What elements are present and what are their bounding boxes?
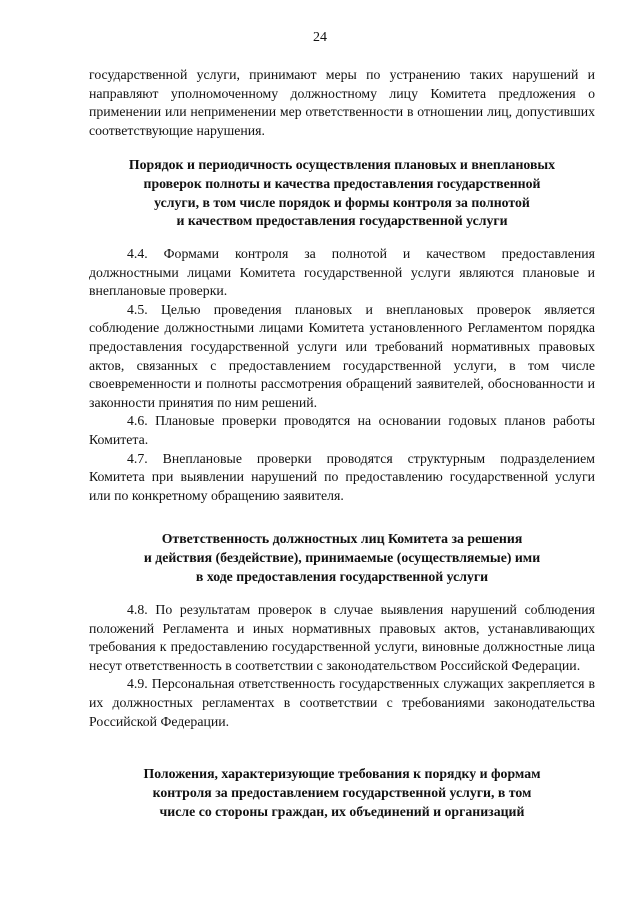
heading-line: в ходе предоставления государственной услуги <box>195 568 489 584</box>
heading-line: Ответственность должностных лиц Комитета за решения <box>161 531 523 546</box>
paragraph-4-9: 4.9. Персональная ответственность государственных служащих закрепляется в их должностных регламентах в соответствии с требованиями законодательства Российской Федерации. <box>89 676 595 729</box>
heading-line: контроля за предоставлением государственной услуги, в том <box>152 784 532 800</box>
heading-line: Положения, характеризующие требования к порядку и формам <box>143 766 541 781</box>
page-number: 24 <box>313 30 327 45</box>
heading-line: и действия (бездействие), принимаемые (осуществляемые) ими <box>143 549 541 565</box>
paragraph-4-4: 4.4. Формами контроля за полнотой и качеством предоставления должностными лицами Комитета государственной услуги являются плановые и внеплановые проверки. <box>89 246 595 299</box>
heading-line: Порядок и периодичность осуществления плановых и внеплановых <box>128 157 556 172</box>
heading-line: услуги, в том числе порядок и формы контроля за полнотой <box>154 194 530 210</box>
heading-line: и качеством предоставления государственной услуги <box>176 213 508 229</box>
heading-line: числе со стороны граждан, их объединений и организаций <box>159 803 525 819</box>
heading-line: проверок полноты и качества предоставления государственной <box>143 175 541 191</box>
section-body-responsibility <box>89 601 595 731</box>
paragraph-4-5: 4.5. Целью проведения плановых и внеплановых проверок является соблюдение должностными лицами Комитета установленного Регламентом порядка предоставления государственной услуги или требований нормативных правовых актов, связанных с предоставлением государственной услуги, в том числе своевременности и полноты рассмотрения обращений заявителей, обоснованности и законности принятия по ним решений. <box>89 301 595 410</box>
paragraph-4-7: 4.7. Внеплановые проверки проводятся структурным подразделением Комитета при выявлении нарушений по предоставлению государственной услуги или по конкретному обращению заявителя. <box>89 450 595 503</box>
section-heading-responsibility <box>89 530 595 586</box>
paragraph-4-8: 4.8. По результатам проверок в случае выявления нарушений соблюдения положений Регламента и иных нормативных правовых актов, устанавливающих требования к предоставлению государственной услуги, виновные должностные лица несут ответственность в соответствии с законодательством Российской Федерации. <box>89 602 595 673</box>
intro-paragraph: государственной услуги, принимают меры по устранению таких нарушений и направляют уполномоченному должностному лицу Комитета предложения о применении или неприменении мер ответственности в отношении лиц, допустивших соответствующие нарушения. <box>89 67 595 138</box>
section-heading-inspections <box>89 156 595 231</box>
section-heading-control-requirements <box>89 765 595 821</box>
section-body-inspections <box>89 245 595 505</box>
intro-paragraph-block <box>89 66 595 140</box>
paragraph-4-6: 4.6. Плановые проверки проводятся на основании годовых планов работы Комитета. <box>89 413 595 447</box>
